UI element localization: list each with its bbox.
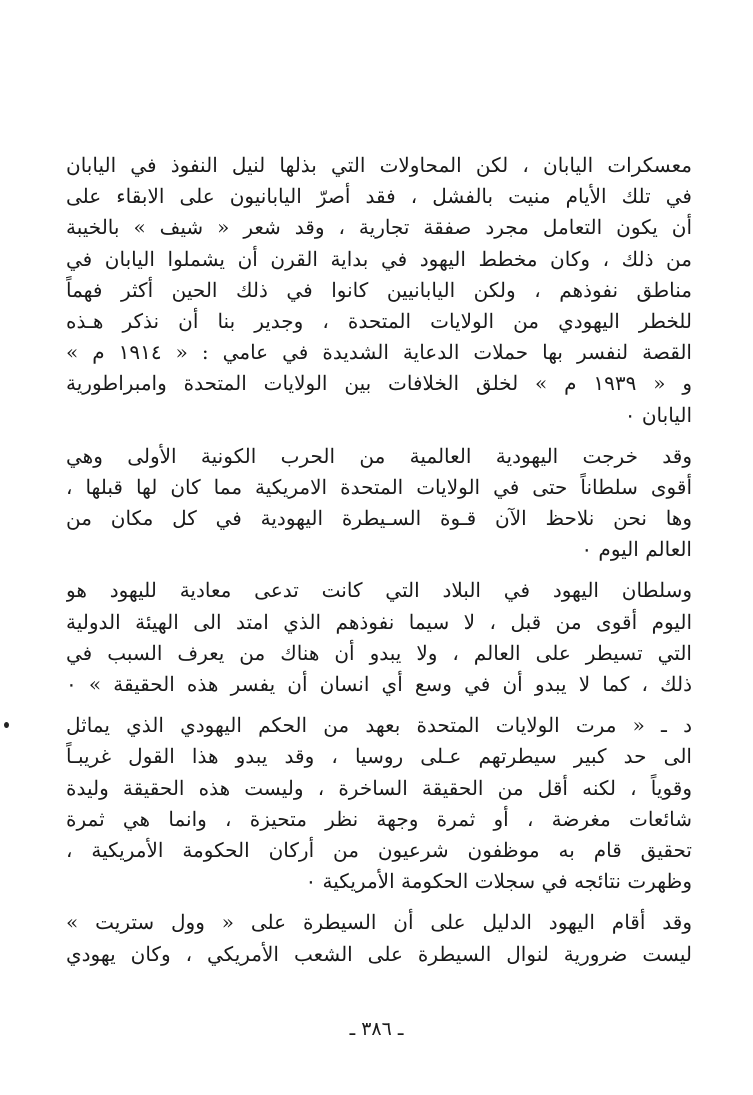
text-line: ليست ضرورية لنوال السيطرة على الشعب الأمريكي ، وكان يهودي (66, 941, 692, 966)
text-line: الى حد كبير سيطرتهم عـلى روسيا ، وقد يبدو هذا القول غريبـاً (66, 744, 692, 769)
text-line: في تلك الأيام منيت بالفشل ، فقد أصرّ اليابانيون على الابقاء على (66, 184, 692, 209)
text-line: شائعات مغرضة ، أو ثمرة وجهة نظر متحيزة ، وانما هي ثمرة (66, 806, 692, 831)
paragraph (66, 907, 692, 969)
text-line: القصة لنفسر بها حملات الدعاية الشديدة في عامي : « ١٩١٤ م » (66, 340, 692, 365)
text-line: ذلك ، كما لا يبدو أن في وسع أي انسان أن يفسر هذه الحقيقة » ٠ (66, 672, 692, 696)
text-line: تحقيق قام به موظفون شرعيون من أركان الحكومة الأمريكية ، (66, 837, 692, 862)
text-line: و « ١٩٣٩ م » لخلق الخلافات بين الولايات المتحدة وامبراطورية (66, 371, 692, 396)
text-line: العالم اليوم ٠ (581, 537, 692, 562)
text-line: اليوم أقوى من قبل ، لا سيما نفوذهم الذي امتد الى الهيئة الدولية (66, 609, 692, 634)
text-line: للخطر اليهودي من الولايات المتحدة ، وجدير بنا أن نذكر هـذه (66, 308, 692, 333)
paragraph-gap (66, 700, 692, 710)
paragraph-gap (66, 565, 692, 575)
paragraph (66, 150, 692, 431)
text-line: مناطق نفوذهم ، ولكن اليابانيين كانوا في ذلك الحين أكثر فهماً (66, 277, 692, 302)
text-line: وظهرت نتائجه في سجلات الحكومة الأمريكية ٠ (305, 869, 692, 894)
margin-mark (4, 722, 9, 728)
text-line: وقوياً ، لكنه أقل من الحقيقة الساخرة ، وليست هذه الحقيقة وليدة (66, 775, 692, 800)
paragraph (66, 441, 692, 566)
text-line: معسكرات اليابان ، لكن المحاولات التي بذلها لنيل النفوذ في اليابان (66, 153, 692, 177)
text-line: وقد خرجت اليهودية العالمية من الحرب الكونية الأولى وهي (66, 443, 692, 468)
text-line: وسلطان اليهود في البلاد التي كانت تدعى معادية لليهود هو (66, 578, 692, 603)
text-line: أقوى سلطاناً حتى في الولايات المتحدة الامريكية مما كان لها قبلها ، (66, 474, 692, 499)
paragraph (66, 710, 692, 897)
text-line: د ـ « مرت الولايات المتحدة بعهد من الحكم اليهودي الذي يماثل (66, 713, 692, 738)
paragraph (66, 575, 692, 700)
text-column (66, 150, 692, 970)
page-number: ـ ٣٨٦ ـ (349, 1018, 404, 1040)
text-line: من ذلك ، وكان مخطط اليهود في بداية القرن أن يشملوا اليابان في (66, 246, 692, 271)
paragraph-gap (66, 897, 692, 907)
text-line: أن يكون التعامل مجرد صفقة تجارية ، وقد شعر « شيف » بالخيبة (66, 215, 692, 240)
text-line: اليابان ٠ (624, 402, 692, 427)
text-line: التي تسيطر على العالم ، ولا يبدو أن هناك من يعرف السبب في (66, 640, 692, 665)
paragraph-gap (66, 431, 692, 441)
text-line: وها نحن نلاحظ الآن قـوة السـيطرة اليهودية في كل مكان من (66, 506, 692, 531)
text-line: وقد أقام اليهود الدليل على أن السيطرة على « وول ستريت » (66, 910, 692, 935)
